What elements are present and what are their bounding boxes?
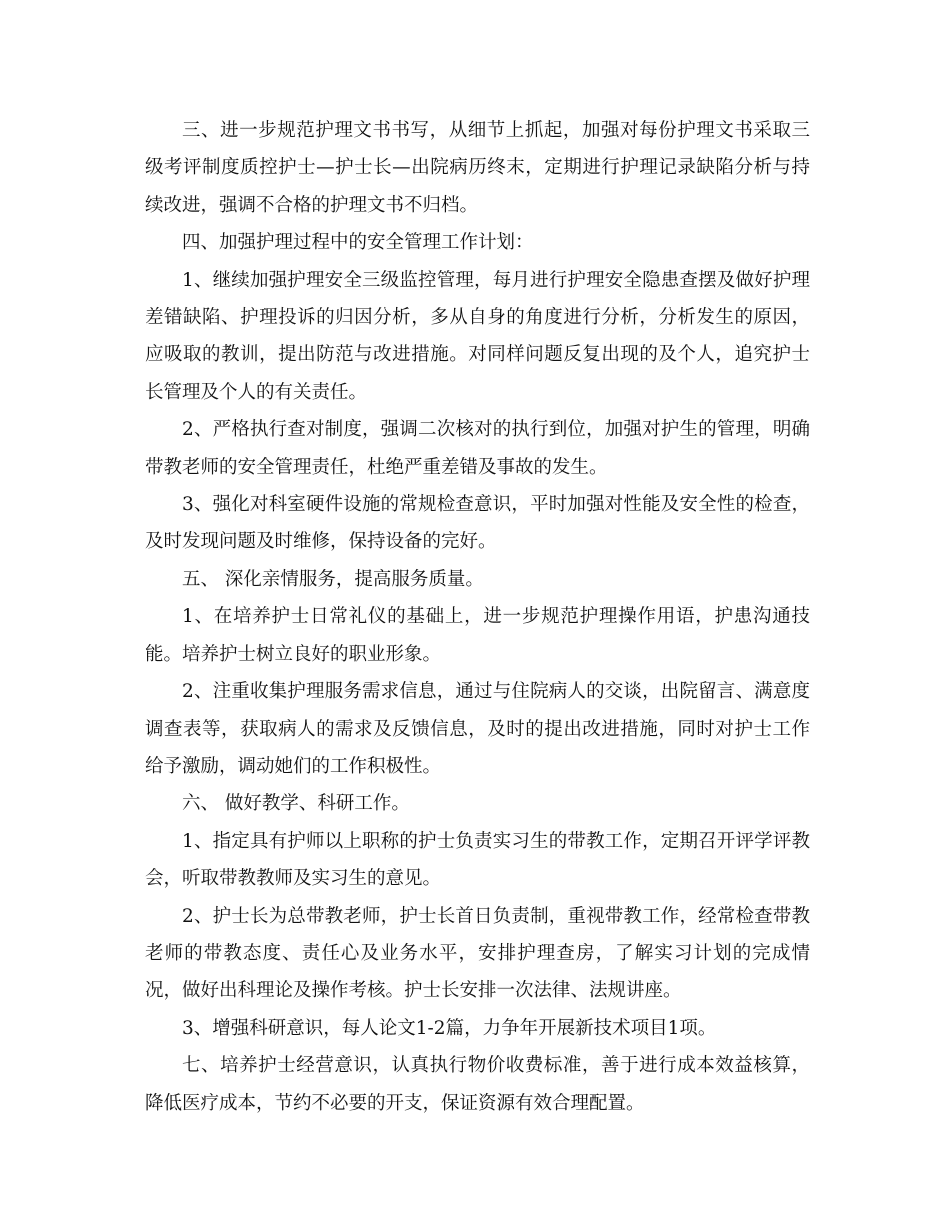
paragraph-section-4-item-3: 3、强化对科室硬件设施的常规检查意识，平时加强对性能及安全性的检查，及时发现问题及时维修，保持设备的完好。 (145, 494, 810, 553)
paragraph-section-7: 七、培养护士经营意识，认真执行物价收费标准，善于进行成本效益核算，降低医疗成本，节约不必要的开支，保证资源有效合理配置。 (145, 1055, 810, 1114)
paragraph-section-5-item-1: 1、在培养护士日常礼仪的基础上，进一步规范护理操作用语，护患沟通技能。培养护士树立良好的职业形象。 (145, 606, 810, 665)
paragraph-section-6-item-3: 3、增强科研意识，每人论文1-2篇，力争年开展新技术项目1项。 (182, 1017, 717, 1039)
paragraph-section-6-heading: 六、 做好教学、科研工作。 (182, 793, 410, 815)
paragraph-section-4-heading: 四、加强护理过程中的安全管理工作计划： (182, 232, 534, 254)
paragraph-section-3: 三、进一步规范护理文书书写，从细节上抓起，加强对每份护理文书采取三级考评制度质控护士—护士长—出院病历终末，定期进行护理记录缺陷分析与持续改进，强调不合格的护理文书不归档。 (145, 120, 810, 216)
paragraph-section-6-item-2: 2、护士长为总带教老师，护士长首日负责制，重视带教工作，经常检查带教老师的带教态度、责任心及业务水平，安排护理查房，了解实习计划的完成情况，做好出科理论及操作考核。护士长安排一次法律、法规讲座。 (145, 905, 810, 1002)
paragraph-section-6-item-1: 1、指定具有护师以上职称的护士负责实习生的带教工作，定期召开评学评教会，听取带教教师及实习生的意见。 (145, 830, 810, 890)
document-body (145, 112, 810, 1122)
paragraph-section-5-item-2: 2、注重收集护理服务需求信息，通过与住院病人的交谈，出院留言、满意度调查表等，获取病人的需求及反馈信息，及时的提出改进措施，同时对护士工作给予激励，调动她们的工作积极性。 (145, 681, 810, 777)
paragraph-section-4-item-1: 1、继续加强护理安全三级监控管理，每月进行护理安全隐患查摆及做好护理差错缺陷、护理投诉的归因分析，多从自身的角度进行分析，分析发生的原因，应吸取的教训，提出防范与改进措施。对同样问题反复出现的及个人，追究护士长管理及个人的有关责任。 (145, 269, 810, 403)
paragraph-section-5-heading: 五、 深化亲情服务，提高服务质量。 (182, 568, 484, 590)
paragraph-section-4-item-2: 2、严格执行查对制度，强调二次核对的执行到位，加强对护生的管理，明确带教老师的安全管理责任，杜绝严重差错及事故的发生。 (145, 419, 810, 478)
